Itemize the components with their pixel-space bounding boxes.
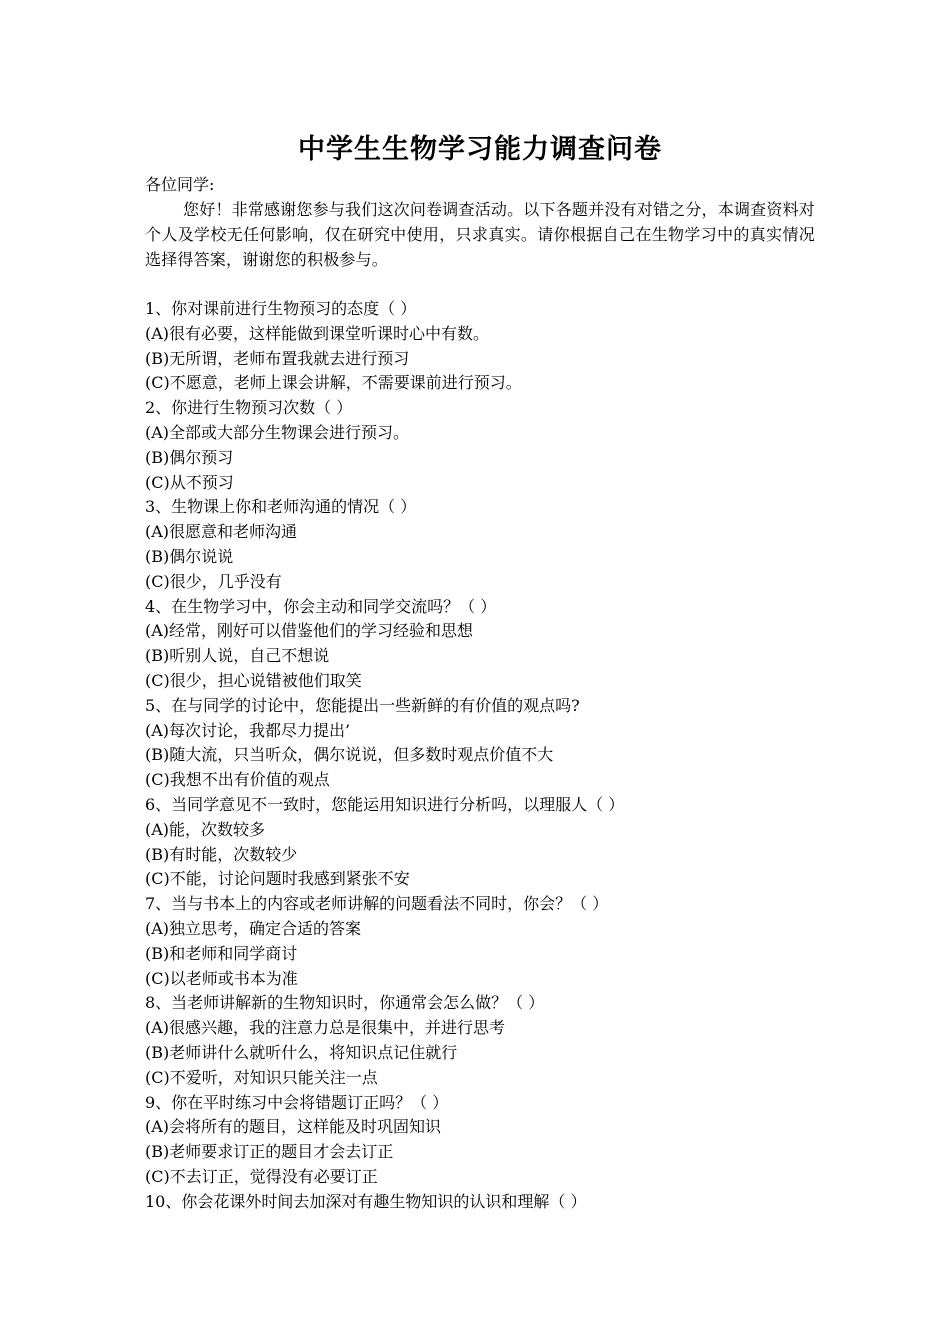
intro-paragraph: 您好！非常感谢您参与我们这次问卷调查活动。以下各题并没有对错之分，本调查资料对个人及学校无任何影响，仅在研究中使用，只求真实。请你根据自己在生物学习中的真实情况选择得答案，谢谢您的积极参与。	[145, 200, 815, 269]
question-9-option-c: (C)不去订正，觉得没有必要订正	[145, 1166, 378, 1186]
question-1-option-b: (B)无所谓，老师布置我就去进行预习	[145, 348, 410, 368]
question-2-option-c: (C)从不预习	[145, 472, 234, 492]
question-2-option-b: (B)偶尔预习	[145, 447, 234, 467]
question-3: 3、生物课上你和老师沟通的情况（ ）	[145, 497, 417, 517]
question-7-option-a: (A)独立思考，确定合适的答案	[145, 918, 362, 938]
question-8-option-b: (B)老师讲什么就听什么，将知识点记住就行	[145, 1042, 458, 1062]
question-4-option-b: (B)听别人说，自己不想说	[145, 646, 330, 666]
question-1: 1、你对课前进行生物预习的态度（ ）	[145, 299, 417, 318]
question-5-option-b: (B)随大流，只当听众，偶尔说说，但多数时观点价值不大	[145, 745, 554, 765]
question-7-option-b: (B)和老师和同学商讨	[145, 943, 298, 963]
question-8-option-a: (A)很感兴趣，我的注意力总是很集中，并进行思考	[145, 1018, 506, 1038]
question-9-option-b: (B)老师要求订正的题目才会去订正	[145, 1142, 394, 1162]
question-3-option-b: (B)偶尔说说	[145, 546, 234, 566]
question-2: 2、你进行生物预习次数（ ）	[145, 398, 353, 418]
question-9: 9、你在平时练习中会将错题订正吗？（ ）	[145, 1092, 449, 1112]
page-title: 中学生生物学习能力调查问卷	[298, 134, 662, 165]
questionnaire-page	[145, 128, 815, 1214]
question-8-option-c: (C)不爱听，对知识只能关注一点	[145, 1067, 378, 1087]
question-7: 7、当与书本上的内容或老师讲解的问题看法不同时，你会？（ ）	[145, 894, 609, 914]
question-2-option-a: (A)全部或大部分生物课会进行预习。	[145, 422, 410, 442]
question-6: 6、当同学意见不一致时，您能运用知识进行分析吗，以理服人（ ）	[145, 794, 625, 814]
question-6-option-a: (A)能，次数较多	[145, 819, 266, 839]
question-3-option-a: (A)很愿意和老师沟通	[145, 522, 298, 542]
question-10: 10、你会花课外时间去加深对有趣生物知识的认识和理解（ ）	[145, 1191, 587, 1211]
question-5: 5、在与同学的讨论中，您能提出一些新鲜的有价值的观点吗?	[145, 695, 580, 715]
question-4-option-c: (C)很少，担心说错被他们取笑	[145, 670, 362, 690]
question-4: 4、在生物学习中，你会主动和同学交流吗？（ ）	[145, 596, 497, 616]
question-list	[145, 297, 815, 1214]
blank-line	[145, 272, 815, 297]
question-1-option-a: (A)很有必要，这样能做到课堂听课时心中有数。	[145, 323, 490, 343]
question-8: 8、当老师讲解新的生物知识时，你通常会怎么做？（ ）	[145, 993, 545, 1013]
question-6-option-c: (C)不能，讨论问题时我感到紧张不安	[145, 869, 410, 889]
question-6-option-b: (B)有时能，次数较少	[145, 844, 298, 864]
question-4-option-a: (A)经常，刚好可以借鉴他们的学习经验和思想	[145, 621, 474, 641]
question-1-option-c: (C)不愿意，老师上课会讲解，不需要课前进行预习。	[145, 373, 522, 393]
question-3-option-c: (C)很少，几乎没有	[145, 571, 282, 591]
question-5-option-a: (A)每次讨论，我都尽力提出’	[145, 720, 351, 740]
greeting: 各位同学:	[145, 175, 215, 194]
question-9-option-a: (A)会将所有的题目，这样能及时巩固知识	[145, 1117, 442, 1137]
question-5-option-c: (C)我想不出有价值的观点	[145, 770, 330, 790]
question-7-option-c: (C)以老师或书本为准	[145, 968, 298, 988]
